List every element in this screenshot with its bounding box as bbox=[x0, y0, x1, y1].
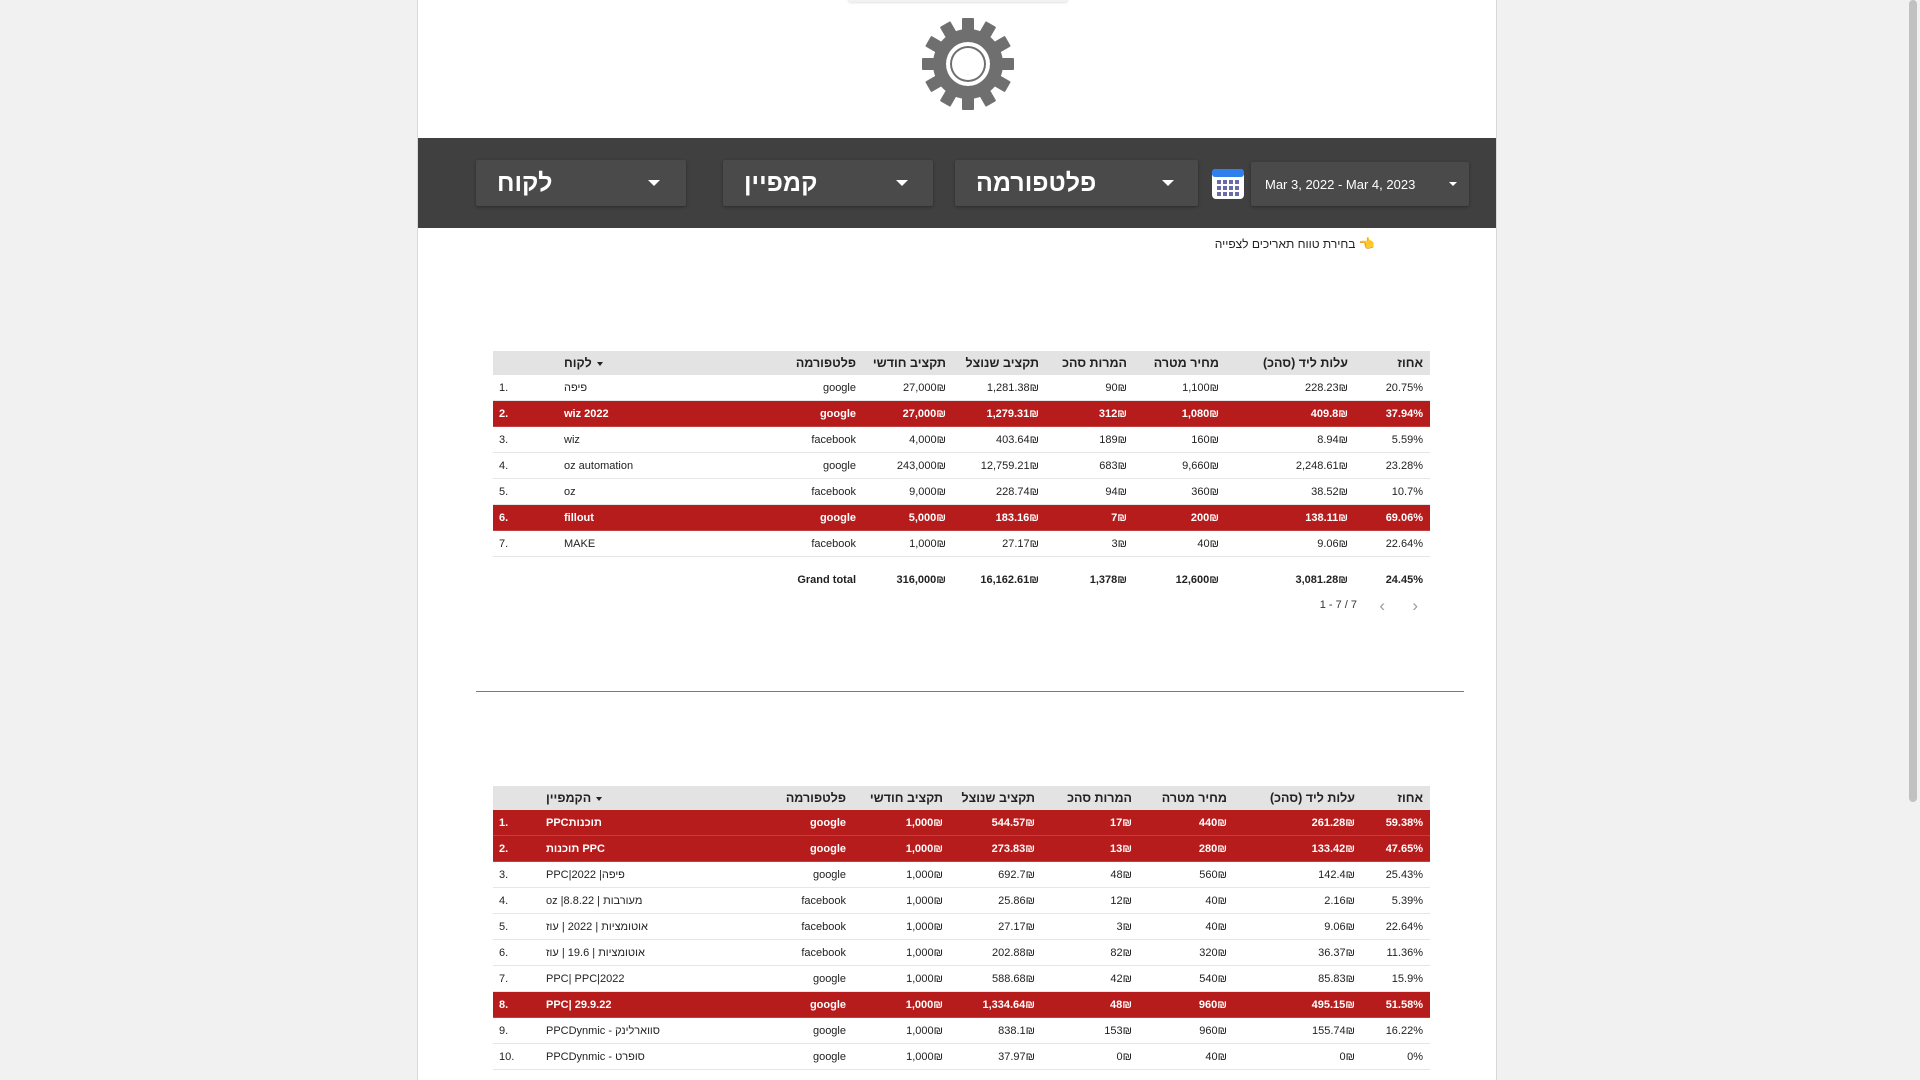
clients-table bbox=[493, 351, 1430, 617]
table-row[interactable] bbox=[493, 940, 1430, 966]
cell-total-conversions: 153₪ bbox=[1104, 1025, 1132, 1037]
section-divider bbox=[476, 691, 1464, 692]
cell-lead-cost: 9.06₪ bbox=[1317, 538, 1348, 550]
report-page bbox=[417, 0, 1497, 1080]
cell-total-conversions: 0₪ bbox=[1116, 1051, 1132, 1063]
cell-row-number: 2. bbox=[499, 843, 509, 855]
cell-percent: 51.58% bbox=[1385, 999, 1423, 1011]
cell-row-number: 6. bbox=[499, 947, 509, 959]
cell-client: MAKE bbox=[564, 538, 596, 550]
cell-target-price: 40₪ bbox=[1205, 895, 1227, 907]
cell-percent: 5.39% bbox=[1391, 895, 1423, 907]
chevron-right-icon[interactable]: › bbox=[1412, 596, 1418, 615]
cell-target-price: 440₪ bbox=[1198, 817, 1227, 829]
cell-campaign: אוטומציות | 2022 | עוז bbox=[546, 921, 648, 933]
header-platform[interactable]: פלטפורמה bbox=[785, 791, 846, 805]
cell-percent: 22.64% bbox=[1385, 921, 1423, 933]
cell-target-price: 40₪ bbox=[1205, 921, 1227, 933]
date-range-label: Mar 3, 2022 - Mar 4, 2023 bbox=[1265, 177, 1416, 192]
cell-total-conversions: 12₪ bbox=[1110, 895, 1132, 907]
cell-target-price: 1,080₪ bbox=[1181, 408, 1219, 420]
cell-monthly-budget: 1,000₪ bbox=[906, 869, 943, 881]
pointing-hand-icon: 👈 bbox=[1358, 236, 1375, 251]
sort-down-icon bbox=[596, 797, 602, 801]
cell-total-conversions: 90₪ bbox=[1105, 382, 1127, 394]
cell-monthly-budget: 4,000₪ bbox=[909, 434, 946, 446]
cell-annual-budget-spent: 1,334.64₪ bbox=[982, 999, 1035, 1011]
cell-client: wiz 2022 bbox=[564, 408, 609, 420]
table-row[interactable] bbox=[493, 810, 1430, 836]
cell-platform: google bbox=[819, 512, 856, 524]
cell-row-number: 7. bbox=[499, 973, 509, 985]
cell-annual-budget-spent: 544.57₪ bbox=[991, 817, 1035, 829]
cell-lead-cost: 495.15₪ bbox=[1311, 999, 1355, 1011]
cell-row-number: 1. bbox=[499, 817, 509, 829]
cell-lead-cost: 261.28₪ bbox=[1311, 817, 1355, 829]
cell-annual-budget-spent: 37.97₪ bbox=[998, 1051, 1035, 1063]
cell-lead-cost: 85.83₪ bbox=[1318, 973, 1355, 985]
table-row[interactable] bbox=[493, 888, 1430, 914]
cell-percent: 23.28% bbox=[1385, 460, 1423, 472]
campaign-filter-dropdown[interactable] bbox=[723, 160, 933, 206]
cell-monthly-budget: 1,000₪ bbox=[906, 947, 943, 959]
date-hint bbox=[1175, 236, 1375, 252]
chevron-left-icon[interactable]: ‹ bbox=[1379, 596, 1385, 615]
cell-total-conversions: 94₪ bbox=[1105, 486, 1127, 498]
cell-target-price: 40₪ bbox=[1205, 1051, 1227, 1063]
cell-row-number: 1. bbox=[499, 382, 509, 394]
cell-target-price: 960₪ bbox=[1198, 999, 1227, 1011]
table-row[interactable] bbox=[493, 505, 1430, 531]
cell-target-price: 160₪ bbox=[1191, 434, 1219, 446]
total-monthly-budget: 316,000₪ bbox=[896, 574, 946, 586]
cell-platform: google bbox=[812, 1051, 846, 1063]
cell-campaign: אוטומציות | 19.6 | עוז bbox=[546, 947, 645, 959]
cell-percent: 25.43% bbox=[1385, 869, 1423, 881]
header-annual-budget-spent[interactable]: תקציב שנוצל bbox=[965, 356, 1039, 370]
header-total-conversions[interactable]: המרות סהכ bbox=[1067, 791, 1132, 805]
campaigns-table bbox=[493, 786, 1430, 1070]
cell-row-number: 9. bbox=[499, 1025, 509, 1037]
cell-monthly-budget: 1,000₪ bbox=[906, 1051, 943, 1063]
header-percent[interactable]: אחוז bbox=[1397, 356, 1423, 370]
total-lead-cost: 3,081.28₪ bbox=[1295, 574, 1348, 586]
cell-lead-cost: 38.52₪ bbox=[1311, 486, 1348, 498]
header-target-price[interactable]: מחיר מטרה bbox=[1153, 356, 1219, 370]
cell-monthly-budget: 243,000₪ bbox=[896, 460, 946, 472]
header-monthly-budget[interactable]: תקציב חודשי bbox=[869, 791, 943, 805]
table-row[interactable] bbox=[493, 375, 1430, 401]
cell-lead-cost: 133.42₪ bbox=[1311, 843, 1355, 855]
page-scrollbar[interactable] bbox=[1907, 0, 1920, 1080]
cell-target-price: 1,100₪ bbox=[1182, 382, 1219, 394]
cell-annual-budget-spent: 12,759.21₪ bbox=[980, 460, 1039, 472]
cell-monthly-budget: 1,000₪ bbox=[906, 973, 943, 985]
cell-campaign: oz |מעורבות | 8.8.22 bbox=[546, 895, 643, 907]
cell-platform: google bbox=[812, 869, 846, 881]
cell-row-number: 4. bbox=[499, 895, 509, 907]
platform-filter-dropdown[interactable] bbox=[955, 160, 1198, 206]
cell-target-price: 9,660₪ bbox=[1182, 460, 1219, 472]
table-row[interactable] bbox=[493, 836, 1430, 862]
cell-percent: 37.94% bbox=[1385, 408, 1423, 420]
cell-total-conversions: 48₪ bbox=[1110, 999, 1132, 1011]
cell-monthly-budget: 5,000₪ bbox=[908, 512, 946, 524]
table-row[interactable] bbox=[493, 479, 1430, 505]
table-row[interactable] bbox=[493, 992, 1430, 1018]
cell-percent: 10.7% bbox=[1391, 486, 1423, 498]
cell-target-price: 360₪ bbox=[1191, 486, 1219, 498]
cell-target-price: 560₪ bbox=[1199, 869, 1227, 881]
cell-monthly-budget: 1,000₪ bbox=[909, 538, 946, 550]
cell-monthly-budget: 1,000₪ bbox=[905, 817, 943, 829]
cell-annual-budget-spent: 273.83₪ bbox=[991, 843, 1035, 855]
cell-percent: 5.59% bbox=[1391, 434, 1423, 446]
cell-annual-budget-spent: 838.1₪ bbox=[998, 1025, 1035, 1037]
total-annual-budget-spent: 16,162.61₪ bbox=[980, 574, 1039, 586]
cell-row-number: 6. bbox=[499, 512, 509, 524]
cell-campaign: PPCDynmic - סווארלינק bbox=[546, 1025, 661, 1037]
cell-lead-cost: 8.94₪ bbox=[1317, 434, 1348, 446]
clients-table-body bbox=[493, 375, 1430, 557]
cell-total-conversions: 189₪ bbox=[1099, 434, 1127, 446]
campaigns-table-body bbox=[493, 810, 1430, 1070]
total-label: Grand total bbox=[797, 574, 856, 586]
table-row[interactable] bbox=[493, 427, 1430, 453]
cell-row-number: 8. bbox=[499, 999, 509, 1011]
cell-monthly-budget: 1,000₪ bbox=[906, 895, 943, 907]
cell-lead-cost: 36.37₪ bbox=[1318, 947, 1355, 959]
cell-annual-budget-spent: 1,281.38₪ bbox=[986, 382, 1039, 394]
cell-target-price: 320₪ bbox=[1199, 947, 1227, 959]
total-conversions: 1,378₪ bbox=[1089, 574, 1127, 586]
cell-platform: facebook bbox=[811, 486, 856, 498]
client-filter-dropdown[interactable] bbox=[476, 160, 686, 206]
cell-annual-budget-spent: 1,279.31₪ bbox=[986, 408, 1039, 420]
cell-percent: 15.9% bbox=[1391, 973, 1423, 985]
cell-annual-budget-spent: 27.17₪ bbox=[1002, 538, 1039, 550]
cell-monthly-budget: 1,000₪ bbox=[906, 921, 943, 933]
header-platform[interactable]: פלטפורמה bbox=[795, 356, 856, 370]
cell-lead-cost: 2.16₪ bbox=[1324, 895, 1355, 907]
gear-logo-icon bbox=[920, 16, 1016, 112]
cell-monthly-budget: 1,000₪ bbox=[905, 999, 943, 1011]
cell-percent: 22.64% bbox=[1385, 538, 1423, 550]
cell-platform: facebook bbox=[801, 895, 846, 907]
cell-platform: facebook bbox=[801, 947, 846, 959]
table-pagination bbox=[493, 593, 1430, 617]
cell-percent: 0% bbox=[1407, 1051, 1423, 1063]
header-campaign[interactable]: הקמפיין bbox=[546, 786, 602, 810]
cell-annual-budget-spent: 27.17₪ bbox=[998, 921, 1035, 933]
cell-campaign: PPCDynmic - סופרט bbox=[546, 1051, 645, 1063]
cell-lead-cost: 138.11₪ bbox=[1305, 512, 1348, 524]
cell-lead-cost: 228.23₪ bbox=[1305, 382, 1348, 394]
cell-percent: 59.38% bbox=[1385, 817, 1423, 829]
campaign-filter-label: קמפיין bbox=[744, 169, 818, 197]
table-row[interactable] bbox=[493, 914, 1430, 940]
cell-client: oz bbox=[564, 486, 576, 498]
cell-percent: 11.36% bbox=[1386, 947, 1423, 959]
table-row[interactable] bbox=[493, 862, 1430, 888]
cell-row-number: 10. bbox=[499, 1051, 515, 1063]
cell-lead-cost: 155.74₪ bbox=[1312, 1025, 1355, 1037]
cell-monthly-budget: 9,000₪ bbox=[909, 486, 946, 498]
client-filter-label: לקוח bbox=[497, 169, 553, 197]
cell-campaign: תוכנות PPC bbox=[546, 843, 605, 855]
cell-monthly-budget: 1,000₪ bbox=[905, 843, 943, 855]
table-header-row bbox=[493, 351, 1430, 375]
pagination-count: 1 - 7 / 7 bbox=[1319, 599, 1357, 611]
cell-percent: 69.06% bbox=[1385, 512, 1423, 524]
header-target-price[interactable]: מחיר מטרה bbox=[1161, 791, 1227, 805]
table-row[interactable] bbox=[493, 531, 1430, 557]
cell-campaign: PPC|2022 |פיפה bbox=[546, 869, 625, 881]
cell-row-number: 2. bbox=[499, 408, 509, 420]
cell-percent: 16.22% bbox=[1385, 1025, 1423, 1037]
cell-total-conversions: 683₪ bbox=[1099, 460, 1127, 472]
table-row[interactable] bbox=[493, 1044, 1430, 1070]
cell-client: פיפה bbox=[564, 382, 588, 394]
date-hint-text: בחירת טווח תאריכים לצפייה bbox=[1214, 237, 1356, 251]
cell-platform: google bbox=[809, 817, 846, 829]
cell-annual-budget-spent: 588.68₪ bbox=[992, 973, 1035, 985]
cell-campaign: PPC| 29.9.22 bbox=[546, 999, 612, 1011]
table-row[interactable] bbox=[493, 1018, 1430, 1044]
grand-total-row bbox=[493, 567, 1430, 593]
cell-target-price: 280₪ bbox=[1198, 843, 1227, 855]
cell-total-conversions: 13₪ bbox=[1110, 843, 1132, 855]
cell-total-conversions: 3₪ bbox=[1116, 921, 1132, 933]
cell-lead-cost: 0₪ bbox=[1339, 1051, 1355, 1063]
table-row[interactable] bbox=[493, 401, 1430, 427]
cell-platform: google bbox=[819, 408, 856, 420]
chevron-down-icon bbox=[1162, 180, 1174, 186]
header-total-conversions[interactable]: המרות סהכ bbox=[1062, 356, 1127, 370]
cell-platform: google bbox=[822, 382, 856, 394]
sort-down-icon bbox=[597, 362, 603, 366]
cell-lead-cost: 9.06₪ bbox=[1324, 921, 1355, 933]
cell-row-number: 5. bbox=[499, 921, 509, 933]
cell-campaign: PPC| PPC|2022 bbox=[546, 973, 625, 985]
cell-total-conversions: 17₪ bbox=[1110, 817, 1132, 829]
cell-annual-budget-spent: 183.16₪ bbox=[995, 512, 1039, 524]
cell-annual-budget-spent: 692.7₪ bbox=[998, 869, 1035, 881]
cell-lead-cost: 409.8₪ bbox=[1310, 408, 1348, 420]
cell-target-price: 200₪ bbox=[1190, 512, 1219, 524]
table-row[interactable] bbox=[493, 966, 1430, 992]
calendar-icon[interactable] bbox=[1211, 166, 1245, 200]
cell-platform: facebook bbox=[811, 434, 856, 446]
cell-annual-budget-spent: 403.64₪ bbox=[996, 434, 1039, 446]
chevron-down-icon bbox=[896, 180, 908, 186]
cell-row-number: 3. bbox=[499, 869, 509, 881]
cell-total-conversions: 82₪ bbox=[1110, 947, 1132, 959]
chevron-down-icon bbox=[648, 180, 660, 186]
cell-row-number: 5. bbox=[499, 486, 509, 498]
cell-target-price: 40₪ bbox=[1197, 538, 1219, 550]
cell-monthly-budget: 27,000₪ bbox=[903, 382, 946, 394]
cell-platform: google bbox=[809, 999, 846, 1011]
cell-lead-cost: 2,248.61₪ bbox=[1295, 460, 1348, 472]
cell-platform: facebook bbox=[801, 921, 846, 933]
header-client[interactable]: לקוח bbox=[564, 351, 603, 375]
cell-total-conversions: 312₪ bbox=[1098, 408, 1127, 420]
table-row[interactable] bbox=[493, 453, 1430, 479]
header-annual-budget-spent[interactable]: תקציב שנוצל bbox=[961, 791, 1035, 805]
cell-target-price: 540₪ bbox=[1199, 973, 1227, 985]
cell-annual-budget-spent: 202.88₪ bbox=[992, 947, 1035, 959]
cell-platform: google bbox=[812, 973, 846, 985]
cell-percent: 20.75% bbox=[1385, 382, 1423, 394]
cell-platform: google bbox=[809, 843, 846, 855]
header-lead-cost[interactable]: עלות ליד (סהכ) bbox=[1262, 356, 1348, 370]
cell-row-number: 4. bbox=[499, 460, 509, 472]
cell-platform: facebook bbox=[811, 538, 856, 550]
cell-client: oz automation bbox=[564, 460, 634, 472]
header-monthly-budget[interactable]: תקציב חודשי bbox=[872, 356, 946, 370]
cell-monthly-budget: 27,000₪ bbox=[902, 408, 946, 420]
cell-client: fillout bbox=[564, 512, 594, 524]
cell-total-conversions: 3₪ bbox=[1111, 538, 1127, 550]
cell-platform: google bbox=[812, 1025, 846, 1037]
cell-campaign: PPCתוכנות bbox=[546, 817, 602, 829]
cell-lead-cost: 142.4₪ bbox=[1318, 869, 1355, 881]
cell-row-number: 3. bbox=[499, 434, 509, 446]
platform-filter-label: פלטפורמה bbox=[976, 169, 1097, 197]
cell-target-price: 960₪ bbox=[1199, 1025, 1227, 1037]
total-target-price: 12,600₪ bbox=[1175, 574, 1219, 586]
cell-percent: 47.65% bbox=[1385, 843, 1423, 855]
cell-monthly-budget: 1,000₪ bbox=[906, 1025, 943, 1037]
page-header-tab bbox=[848, 0, 1068, 2]
header-lead-cost[interactable]: עלות ליד (סהכ) bbox=[1269, 791, 1355, 805]
cell-total-conversions: 48₪ bbox=[1110, 869, 1132, 881]
table-header-row bbox=[493, 786, 1430, 810]
chevron-down-icon bbox=[1449, 182, 1457, 186]
cell-platform: google bbox=[822, 460, 856, 472]
cell-total-conversions: 7₪ bbox=[1111, 512, 1127, 524]
date-range-picker[interactable] bbox=[1251, 162, 1469, 206]
header-percent[interactable]: אחוז bbox=[1397, 791, 1423, 805]
scrollbar-thumb[interactable] bbox=[1909, 0, 1917, 802]
cell-row-number: 7. bbox=[499, 538, 509, 550]
cell-client: wiz bbox=[564, 434, 580, 446]
cell-total-conversions: 42₪ bbox=[1110, 973, 1132, 985]
cell-annual-budget-spent: 228.74₪ bbox=[996, 486, 1039, 498]
total-percent: 24.45% bbox=[1385, 574, 1423, 586]
filter-bar bbox=[418, 138, 1497, 228]
cell-annual-budget-spent: 25.86₪ bbox=[998, 895, 1035, 907]
